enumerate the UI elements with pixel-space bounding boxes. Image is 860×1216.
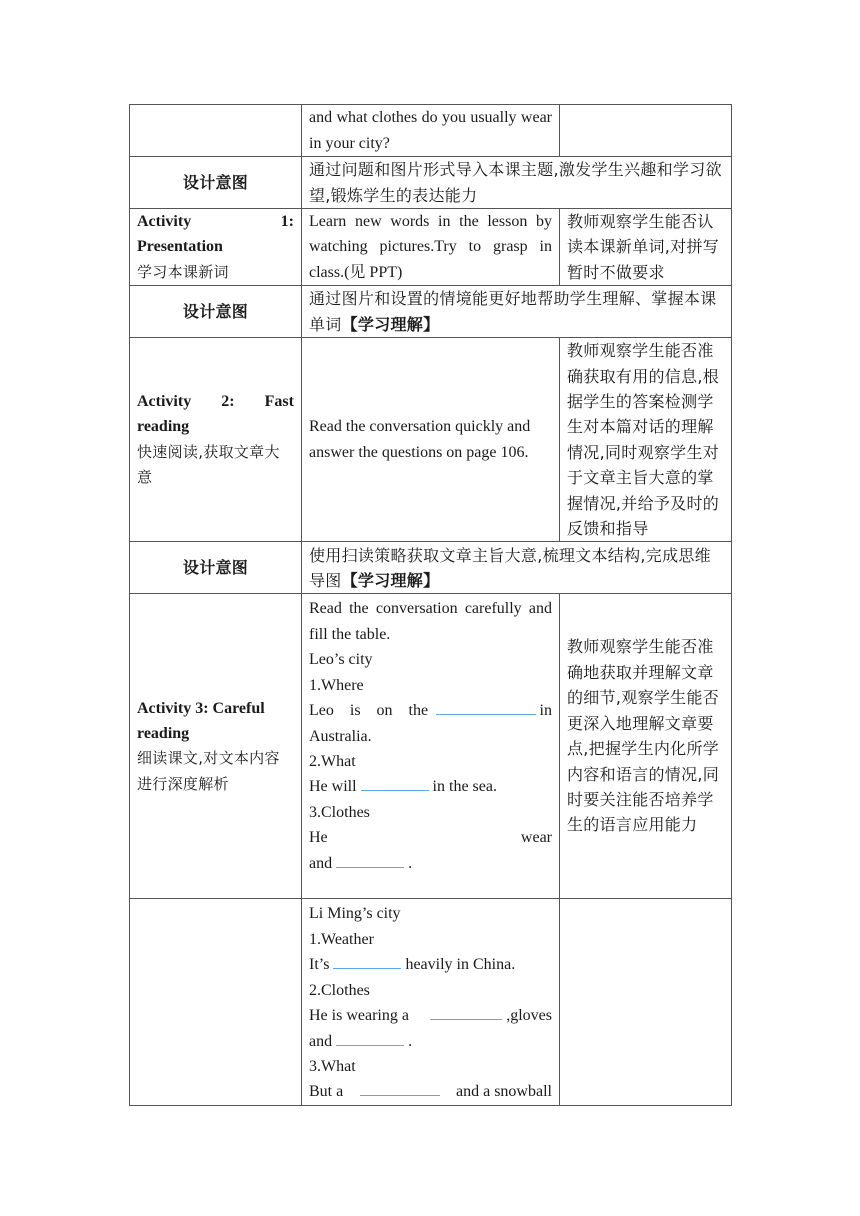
empty-cell (130, 899, 302, 1105)
question-label: 2.What (309, 752, 356, 770)
fill-blank[interactable] (333, 954, 401, 969)
fill-blank[interactable] (336, 853, 404, 868)
activity-title: Activity 3: Careful reading (137, 699, 265, 743)
city-heading: Leo’s city (309, 651, 373, 669)
fill-blank[interactable] (336, 1031, 404, 1046)
activity-name: Presentation (137, 238, 223, 256)
design-intent-text: 通过图片和设置的情境能更好地帮助学生理解、掌握本课单词 (309, 289, 717, 334)
answer-text: He is wearing a (309, 1007, 409, 1025)
answer-text: Australia. (309, 727, 372, 745)
empty-cell (560, 899, 732, 1105)
lesson-plan-table (129, 104, 732, 1106)
answer-text: in (539, 702, 552, 720)
city-heading: Li Ming’s city (309, 905, 401, 923)
design-intent-tag: 【学习理解】 (341, 314, 440, 334)
table-row (130, 157, 732, 209)
assessment-content: 教师观察学生能否准确获取有用的信息,根据学生的答案检测学生对本篇对话的理解情况,同时观察学生对于文章主旨大意的掌握情况,并给予及时的反馈和指导 (560, 338, 732, 542)
assessment-content: 教师观察学生能否准确地获取并理解文章的细节,观察学生能否更深入地理解文章要点,把握学生内化所学内容和语言的情况,同时要关注能否培养学生的语言应用能力 (560, 594, 732, 899)
activity-name: Fast (264, 393, 294, 411)
answer-text: . (408, 1032, 413, 1050)
activity-number: 1: (280, 213, 294, 230)
activity-title: Activity (137, 213, 192, 230)
activity-subtitle: 细读课文,对文本内容进行深度解析 (137, 749, 280, 793)
answer-text: He will (309, 778, 357, 796)
answer-text: wear (520, 829, 552, 847)
activity-title-cell (130, 594, 302, 899)
answer-text: Leo is on the (309, 702, 429, 720)
activity-name-cont: reading (137, 418, 190, 436)
activity-content (302, 594, 560, 899)
activity-subtitle: 快速阅读,获取文章大意 (137, 442, 280, 487)
activity-title: Activity (137, 393, 192, 411)
design-intent-content: 通过问题和图片形式导入本课主题,激发学生兴趣和学习欲望,锻炼学生的表达能力 (302, 157, 732, 209)
design-intent-content (302, 542, 732, 594)
activity-title-cell (130, 209, 302, 286)
answer-text: heavily in China. (405, 956, 516, 974)
table-row (130, 542, 732, 594)
table-row (130, 105, 732, 157)
design-intent-label: 设计意图 (130, 286, 302, 338)
fill-blank[interactable] (361, 776, 429, 791)
answer-text: He (309, 829, 328, 847)
activity-content: and what clothes do you usually wear in your city? (302, 105, 560, 157)
design-intent-text: 使用扫读策略获取文章主旨大意,梳理文本结构,完成思维导图 (309, 545, 711, 590)
design-intent-content (302, 286, 732, 338)
fill-blank[interactable] (436, 700, 536, 715)
table-row (130, 286, 732, 338)
table-row (130, 338, 732, 542)
design-intent-label: 设计意图 (130, 542, 302, 594)
answer-text: ,gloves (506, 1007, 552, 1025)
empty-cell (130, 105, 302, 157)
activity-content: Learn new words in the lesson by watching pictures.Try to grasp in class.(见 PPT) (302, 209, 560, 286)
activity-title-cell (130, 338, 302, 542)
answer-text: and a snowball (456, 1083, 552, 1101)
table-row (130, 594, 732, 899)
activity-content: Read the conversation quickly and answer the questions on page 106. (302, 338, 560, 542)
empty-cell (560, 105, 732, 157)
table-row (130, 209, 732, 286)
question-label: 1.Weather (309, 930, 374, 948)
fill-blank[interactable] (360, 1081, 440, 1096)
activity-number: 2: (221, 393, 235, 411)
question-label: 2.Clothes (309, 981, 370, 999)
design-intent-label: 设计意图 (130, 157, 302, 209)
answer-text: and (309, 854, 333, 872)
answer-text: It’s (309, 956, 330, 974)
activity-subtitle: 学习本课新词 (137, 262, 229, 281)
assessment-content: 教师观察学生能否认读本课新单词,对拼写暂时不做要求 (560, 209, 732, 286)
table-row (130, 899, 732, 1105)
question-label: 1.Where (309, 676, 364, 694)
answer-text: . (408, 854, 413, 872)
task-intro: Read the conversation carefully and fill the table. (309, 600, 552, 643)
answer-text: in the sea. (432, 778, 497, 796)
fill-blank[interactable] (430, 1005, 502, 1020)
answer-text: and (309, 1032, 333, 1050)
answer-text: But a (309, 1083, 344, 1101)
design-intent-tag: 【学习理解】 (341, 570, 440, 590)
question-label: 3.Clothes (309, 803, 370, 821)
activity-content (302, 899, 560, 1105)
question-label: 3.What (309, 1057, 356, 1075)
